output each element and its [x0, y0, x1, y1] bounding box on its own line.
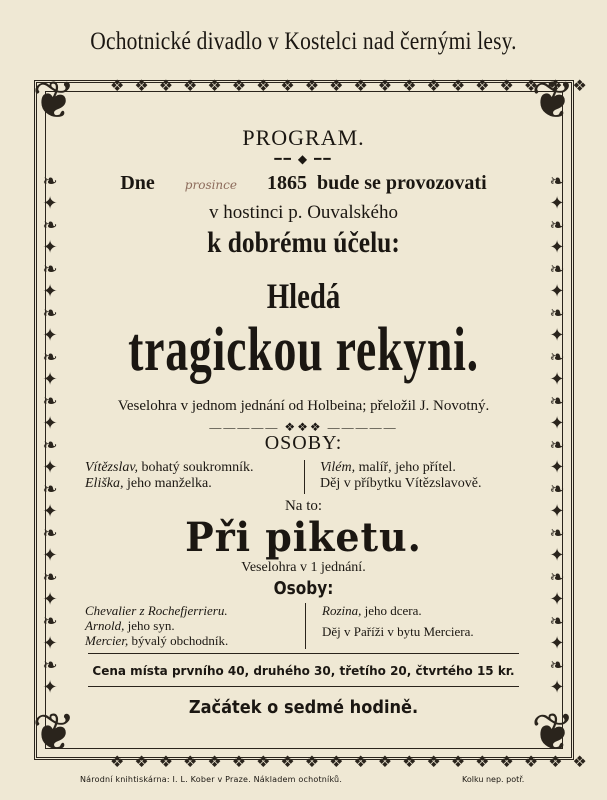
corner-ornament-icon: ❦ — [32, 705, 76, 762]
handwritten-date: prosince — [184, 178, 237, 192]
play1-cast-left — [85, 460, 254, 492]
left-border-ornament: ❧ ✦ ❧ ✦ ❧ ✦ ❧ ✦ ❧ ✦ ❧ ✦ ❧ ✦ ❧ ✦ ❧ ✦ ❧ ✦ ❧ ✦ ❧ ✦ — [42, 171, 58, 697]
na-to-label: Na to: — [284, 498, 323, 514]
date-line — [0, 172, 607, 195]
printer-imprint: Národní knihtiskárna: I. L. Kober v Praze. Nákladem ochotníků. — [80, 775, 343, 784]
play1-title-main: tragickou rekyni. — [128, 316, 479, 384]
purpose-line: k dobrému účelu: — [207, 226, 400, 259]
dne-label: Dne — [120, 172, 155, 194]
play1-osoby-heading: OSOBY: — [264, 432, 343, 454]
theatre-header: Ochotnické divadlo v Kostelci nad černými lesy. — [90, 28, 517, 55]
cast-entry: Eliška, jeho manželka. — [85, 476, 212, 491]
year: 1865 — [267, 172, 307, 194]
divider-ornament-icon: ━━ ◆ ━━ — [274, 152, 333, 166]
cast-entry: Chevalier z Rochefjerrieru. — [85, 603, 228, 618]
divider-line — [88, 653, 519, 654]
cast-entry: Vilém, malíř, jeho přítel. — [320, 460, 456, 475]
play2-title: Při piketu. — [185, 514, 422, 561]
provozovati-text: bude se provozovati — [317, 172, 487, 194]
right-border-ornament: ❧ ✦ ❧ ✦ ❧ ✦ ❧ ✦ ❧ ✦ ❧ ✦ ❧ ✦ ❧ ✦ ❧ ✦ ❧ ✦ ❧ ✦ ❧ ✦ — [549, 171, 565, 697]
play2-cast-right — [322, 603, 474, 639]
cast-entry: Mercier, bývalý obchodník. — [85, 633, 229, 648]
cast-divider — [304, 460, 305, 494]
stamp-note: Kolku nep. potř. — [462, 775, 525, 784]
setting-entry: Děj v Paříži v bytu Merciera. — [322, 624, 474, 639]
cast-entry: Vítězslav, bohatý soukromník. — [85, 460, 254, 475]
play2-subtitle: Veselohra v 1 jednání. — [241, 560, 366, 575]
bottom-border-ornament: ❖ ❖ ❖ ❖ ❖ ❖ ❖ ❖ ❖ ❖ ❖ ❖ ❖ ❖ ❖ ❖ ❖ ❖ ❖ ❖ — [110, 754, 590, 771]
play1-subtitle: Veselohra v jednom jednání od Holbeina; přeložil J. Novotný. — [117, 398, 490, 414]
prices-line: Cena místa prvního 40, druhého 30, třetího 20, čtvrtého 15 kr. — [92, 664, 515, 678]
corner-ornament-icon: ❦ — [531, 73, 575, 130]
venue-line: v hostinci p. Ouvalského — [209, 202, 398, 223]
start-time-line: Začátek o sedmé hodině. — [188, 697, 419, 718]
cast-entry: Arnold, jeho syn. — [85, 618, 175, 633]
play2-cast-left — [85, 603, 228, 648]
corner-ornament-icon: ❦ — [531, 705, 575, 762]
divider-line — [88, 686, 519, 687]
play1-title-top: Hledá — [266, 276, 341, 316]
divider-ornament-icon: ————— ❖❖❖ ————— — [209, 420, 398, 434]
cast-entry: Rozina, jeho dcera. — [322, 603, 422, 618]
cast-divider — [305, 603, 306, 649]
play2-osoby-heading: Osoby: — [273, 578, 334, 599]
corner-ornament-icon: ❦ — [32, 73, 76, 130]
setting-entry: Děj v příbytku Vítězslavově. — [320, 476, 482, 491]
top-border-ornament: ❖ ❖ ❖ ❖ ❖ ❖ ❖ ❖ ❖ ❖ ❖ ❖ ❖ ❖ ❖ ❖ ❖ ❖ ❖ ❖ — [110, 78, 590, 95]
program-heading: PROGRAM. — [242, 125, 365, 150]
play1-cast-right — [320, 460, 482, 492]
